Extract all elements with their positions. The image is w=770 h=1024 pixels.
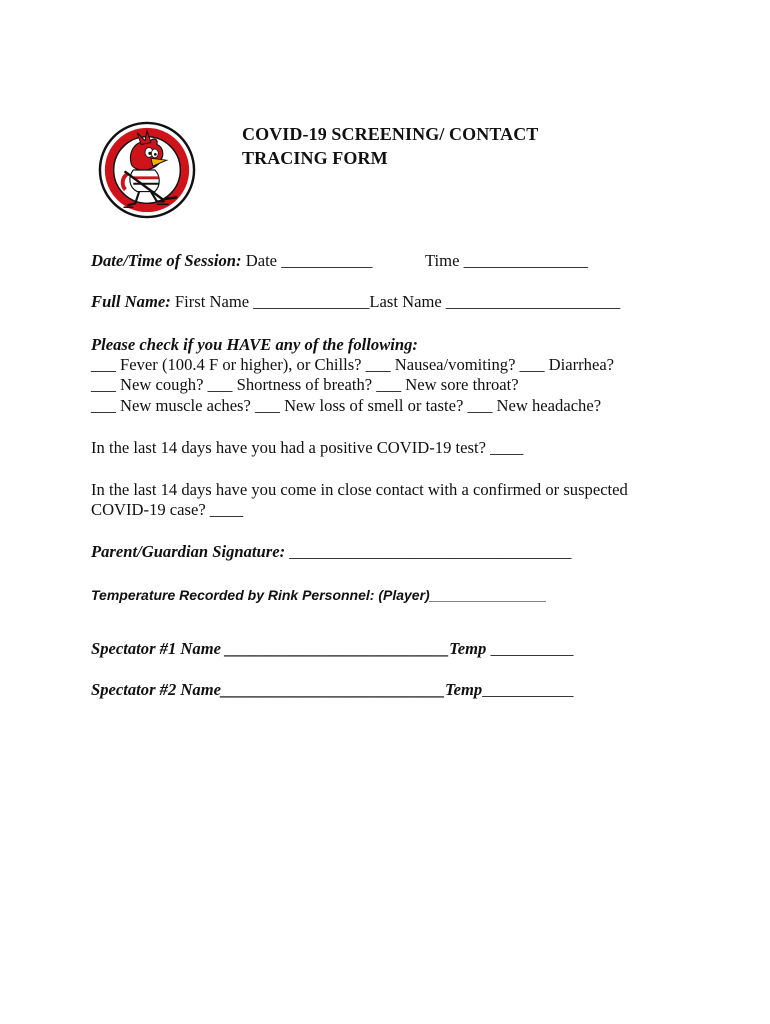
- signature-row: [91, 542, 571, 562]
- spectator-1-temp-label: Temp: [449, 639, 487, 658]
- close-contact-question-line-2[interactable]: COVID-19 case? ____: [91, 500, 244, 519]
- temperature-label: Temperature Recorded by Rink Personnel: (Player): [91, 587, 430, 603]
- spectator-2-row: [91, 680, 573, 700]
- session-row: [91, 251, 372, 271]
- session-time-field[interactable]: Time _______________: [425, 251, 589, 270]
- session-label: Date/Time of Session:: [91, 251, 242, 270]
- full-name-label: Full Name:: [91, 292, 171, 311]
- full-name-row: [91, 292, 620, 312]
- symptoms-heading: Please check if you HAVE any of the following:: [91, 335, 418, 354]
- spectator-2-name-label: Spectator #2 Name: [91, 680, 221, 699]
- spectator-1-name-field[interactable]: ___________________________: [220, 639, 450, 658]
- spectator-1-name-label: Spectator #1 Name: [91, 639, 221, 658]
- spectator-1-temp-field[interactable]: __________: [486, 639, 574, 658]
- session-time-row: [425, 251, 588, 271]
- form-title-line-1: COVID-19 SCREENING/ CONTACT: [242, 124, 539, 144]
- positive-test-question[interactable]: In the last 14 days have you had a positive COVID-19 test? ____: [91, 438, 524, 457]
- close-contact-question-line-1: In the last 14 days have you come in close contact with a confirmed or suspected: [91, 480, 628, 499]
- signature-field[interactable]: __________________________________: [289, 542, 572, 561]
- symptoms-row-2[interactable]: ___ New cough? ___ Shortness of breath? ___ New sore throat?: [91, 375, 519, 394]
- form-title: [242, 122, 538, 170]
- spectator-2-name-field[interactable]: ___________________________: [220, 680, 445, 699]
- cardinal-mascot-logo-icon: [98, 121, 196, 219]
- spectator-2-temp-field[interactable]: ___________: [482, 680, 574, 699]
- symptoms-row-1[interactable]: ___ Fever (100.4 F or higher), or Chills? ___ Nausea/vomiting? ___ Diarrhea?: [91, 355, 615, 374]
- temperature-field[interactable]: _______________: [429, 587, 547, 603]
- session-date-field[interactable]: Date ___________: [245, 251, 373, 270]
- spectator-1-row: [91, 639, 573, 659]
- temperature-row: [91, 585, 547, 605]
- signature-label: Parent/Guardian Signature:: [91, 542, 286, 561]
- last-name-field[interactable]: Last Name _____________________: [369, 292, 621, 311]
- form-title-line-2: TRACING FORM: [242, 148, 388, 168]
- spectator-2-temp-label: Temp: [445, 680, 483, 699]
- symptoms-row-3[interactable]: ___ New muscle aches? ___ New loss of smell or taste? ___ New headache?: [91, 396, 602, 415]
- first-name-field[interactable]: First Name ______________: [174, 292, 370, 311]
